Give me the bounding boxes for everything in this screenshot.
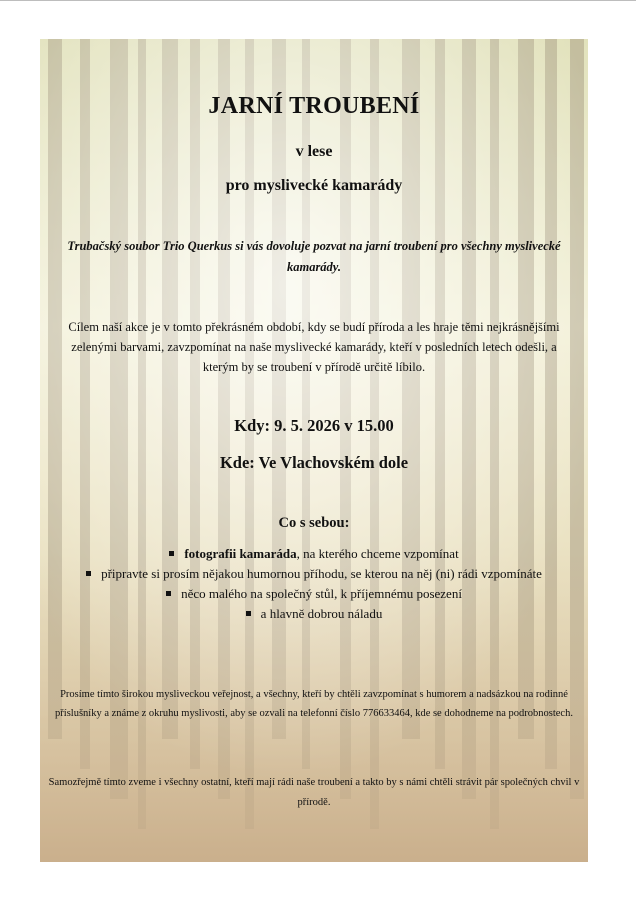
bring-item-text: něco malého na společný stůl, k příjemnému posezení (181, 586, 462, 601)
poster-subtitle-location: v lese (295, 143, 333, 160)
public-request-text: Prosíme tímto širokou mysliveckou veřejnost, a všechny, kteří by chtěli zavzpomínat s humorem a nadsázkou na rodinné příslušníky a známe z okruhu myslivosti, aby se ozvali na telefonní číslo 776633464, kde se dohodneme na podrobnostech. (55, 689, 573, 719)
bring-list-item (40, 604, 588, 624)
bring-item-emphasis: fotografii kamaráda (184, 546, 297, 561)
goal-text: Cílem naší akce je v tomto překrásném období, kdy se budí příroda a les hraje těmi nejkrásnějšími zelenými barvami, zavzpomínat na naše myslivecké kamarády, kteří v posledních letech odešli, a kterým by se troubení v přírodě určitě líbilo. (68, 320, 560, 374)
bring-list-item (40, 564, 588, 584)
bring-list-item (40, 544, 588, 564)
bullet-icon (166, 591, 171, 596)
event-location: Kde: Ve Vlachovském dole (219, 453, 409, 472)
closing-text: Samozřejmě tímto zveme i všechny ostatní, kteří mají rádi naše troubení a takto by s námi chtěli strávit pár společných chvil v přírodě. (48, 777, 580, 808)
bring-item-text: připravte si prosím nějakou humornou příhodu, se kterou na něj (ni) rádi vzpomínáte (101, 566, 542, 581)
bring-item-text: a hlavně dobrou náladu (260, 606, 383, 621)
top-border (0, 0, 636, 1)
bring-list (40, 544, 588, 624)
bring-list-item (40, 584, 588, 604)
bullet-icon (86, 571, 91, 576)
bring-item-text: , na kterého chceme vzpomínat (296, 546, 459, 561)
bring-heading: Co s sebou: (278, 515, 350, 531)
invitation-text: Trubačský soubor Trio Querkus si vás dovoluje pozvat na jarní troubení pro všechny myslivecké kamarády. (67, 239, 561, 274)
event-date: Kdy: 9. 5. 2026 v 15.00 (234, 416, 394, 435)
bullet-icon (169, 551, 174, 556)
poster-content (40, 39, 588, 862)
poster-subtitle-audience: pro myslivecké kamarády (225, 177, 403, 194)
poster-page (40, 39, 588, 862)
poster-title: JARNÍ TROUBENÍ (208, 93, 420, 119)
bullet-icon (246, 611, 251, 616)
